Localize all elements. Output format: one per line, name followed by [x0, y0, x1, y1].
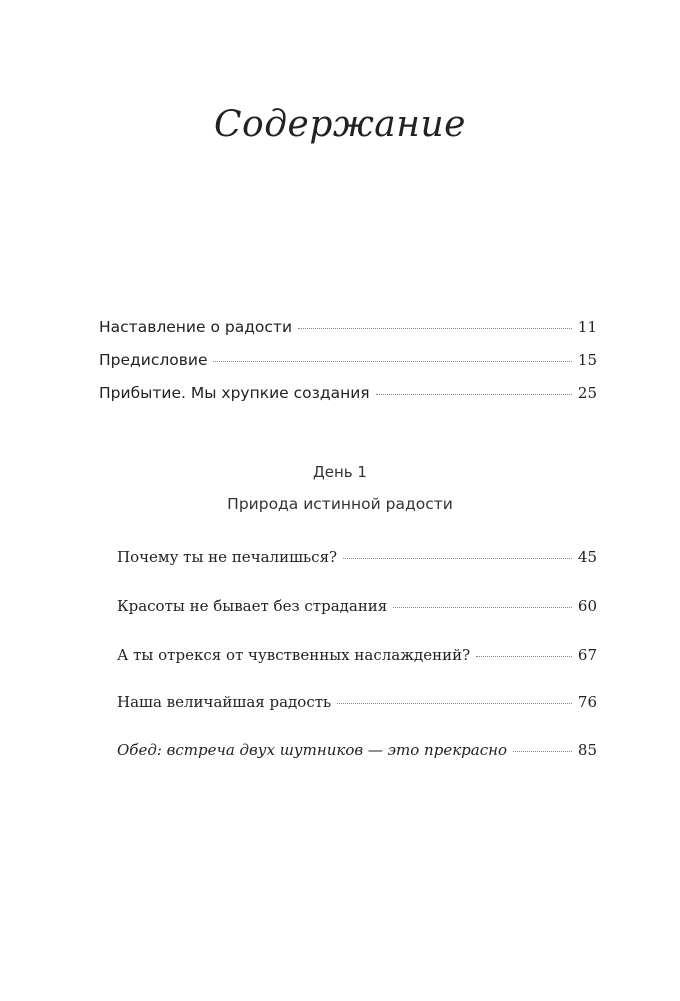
- toc-entry-label: Наставление о радости: [99, 318, 293, 336]
- toc-entry-page: 85: [577, 741, 597, 759]
- toc-entry-label: Прибытие. Мы хрупкие создания: [99, 384, 370, 402]
- dot-leader: [343, 558, 572, 559]
- part-day-label: День 1: [313, 463, 367, 481]
- dot-leader: [513, 751, 572, 752]
- toc-entry-page: 67: [577, 646, 597, 664]
- dot-leader: [476, 656, 572, 657]
- dot-leader: [376, 394, 572, 395]
- toc-entry-label: А ты отрекся от чувственных наслаждений?: [117, 646, 471, 664]
- dot-leader: [393, 607, 572, 608]
- toc-entry-page: 15: [577, 351, 597, 369]
- dot-leader: [337, 703, 572, 704]
- toc-entry-page: 45: [577, 548, 597, 566]
- toc-entry[interactable]: [99, 351, 597, 369]
- toc-entry-label: Обед: встреча двух шутников — это прекрасно: [117, 741, 508, 759]
- toc-entry[interactable]: [117, 646, 597, 664]
- toc-entry-label: Предисловие: [99, 351, 208, 369]
- toc-entry-page: 25: [577, 384, 597, 402]
- toc-entry[interactable]: [99, 318, 597, 336]
- toc-entry-page: 11: [577, 318, 597, 336]
- toc-entry-label: Почему ты не печалишься?: [117, 548, 338, 566]
- toc-entry[interactable]: [117, 741, 597, 759]
- toc-entry-label: Наша величайшая радость: [117, 693, 332, 711]
- dot-leader: [213, 361, 571, 362]
- page-title: Содержание: [214, 104, 466, 145]
- toc-entry[interactable]: [117, 597, 597, 615]
- toc-entry[interactable]: [99, 384, 597, 402]
- toc-entry-page: 76: [577, 693, 597, 711]
- dot-leader: [298, 328, 572, 329]
- toc-entry[interactable]: [117, 548, 597, 566]
- toc-entry-page: 60: [577, 597, 597, 615]
- part-title: Природа истинной радости: [227, 495, 453, 513]
- toc-entry[interactable]: [117, 693, 597, 711]
- toc-entry-label: Красоты не бывает без страдания: [117, 597, 388, 615]
